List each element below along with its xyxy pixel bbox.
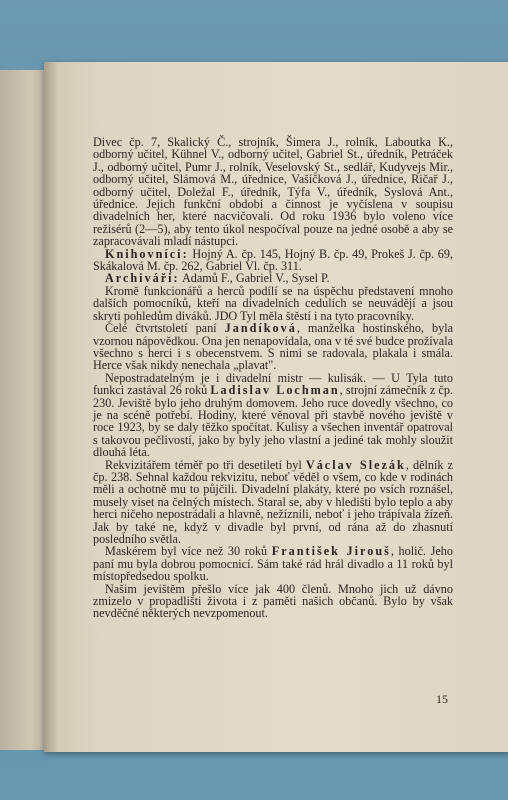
text-before: Nepostradatelným je i divadelní mistr — kulisák. — U Tyla tuto funkci zastával 26 roků: [93, 370, 453, 398]
person-name-slezak: Václav Slezák: [305, 457, 406, 472]
text-before: Maskérem byl více než 30 roků: [105, 544, 272, 559]
paragraph-members: Našim jevištěm přešlo více jak 400 členů. Mnoho jich už dávno zmizelo v propadlišti života i z paměti našich občanů. Bylo by však nevděčné některých nevzpomenout.: [93, 581, 453, 621]
label-librarians: Knihovníci:: [105, 246, 189, 261]
person-name-jirous: František Jirouš: [271, 544, 391, 559]
page-text: [93, 136, 453, 620]
label-archivists: Archiváři:: [105, 271, 180, 286]
person-name-jandikova: Jandíková: [224, 321, 297, 336]
paragraph-directors: Divec čp. 7, Skalický Č., strojník, Šimera J., rolník, Laboutka K., odborný učitel, Kühnel V., odborný učitel, Gabriel St., úředník, Petráček J., odborný učitel, Pumr J., rolník, Veselovský St., sedlář, Kudyvejs Mir., odborný učitel, Slámová M., úřednice, Vašíčková J., úřednice, Ričař J., odborný učitel, Doležal F., úředník, Týfa V., úředník, Syslová Ant., úřednice. Jejich funkční období a činnost je vyčíslena v soupisu divadelních her, které nacvičovali. Od roku 1936 bylo voleno více režisérů (2—5), aby tento úkol nespočíval pouze na jedné osobě a aby se zapracovávali mladí nástupci.: [93, 135, 453, 249]
text-after: , manželka hostinského, byla vzornou nápovědkou. Ona jen nenapovídala, ona v té své budce prožívala všechno s herci i s obecenstvem. S nimi se radovala, plakala i smála. Herce však nikdy nenechala „plavat".: [93, 321, 453, 373]
paragraph-props: [93, 459, 453, 546]
paragraph-makeup: [93, 545, 453, 582]
text-before: Celé čtvrtstoletí paní: [105, 321, 225, 336]
paragraph-archivists: [93, 272, 453, 284]
page-gutter-shadow: [44, 62, 58, 752]
text-after: , strojní zámečník z čp. 230. Jeviště bylo jeho druhým domovem. Jeho ruce dovedly všechno, co je na scéně potřebí. Hodiny, které věnoval při stavbě nového jeviště v roce 1923, by se daly těžko spočítat. Kulisy a všechen inventář opatroval s takovou pečlivostí, jako by byly jeho vlastní a jediné tak mohly sloužit dlouhá léta.: [93, 383, 453, 460]
paragraph-stagehand: [93, 372, 453, 459]
paragraph-prompter: [93, 322, 453, 372]
text-librarians: Hojný A. čp. 145, Hojný B. čp. 49, Prokeš J. čp. 69, Skákalová M. čp. 262, Gabriel Vl. čp. 311.: [93, 246, 453, 274]
text-after: , holič. Jeho paní mu byla dobrou pomocnicí. Sám také rád hrál divadlo a 11 roků byl místopředsedou spolku.: [93, 544, 453, 584]
text-after: , dělník z čp. 238. Sehnal každou rekvizitu, neboť věděl o všem, co kde v rodinách měli a ochotně mu to půjčili. Divadelní plakáty, které po vsích roznášel, musely viset na čelných místech. Staral se, aby v hledišti bylo teplo a aby herci ničeho nepostrádali a hlavně, nežíznili, neboť i jeho trápívala žízeň. Jak by také ne, když v divadle byl první, od rána až do zhasnutí posledního světla.: [93, 457, 454, 546]
paragraph-librarians: [93, 248, 453, 273]
page-number: 15: [436, 692, 448, 706]
text-before: Rekvizitářem téměř po tři desetiletí byl: [105, 457, 306, 472]
text-archivists: Adamů F., Gabriel V., Sysel P.: [179, 271, 330, 286]
paragraph-helpers: Kromě funkcionářů a herců podílí se na úspěchu představení mnoho dalších pomocníků, kteří na divadelních cedulích se neuvádějí a jsou skryti pohledům diváků. JDO Tyl měla štěstí i na tyto pracovníky.: [93, 283, 453, 323]
person-name-lochman: Ladislav Lochman: [210, 383, 340, 398]
